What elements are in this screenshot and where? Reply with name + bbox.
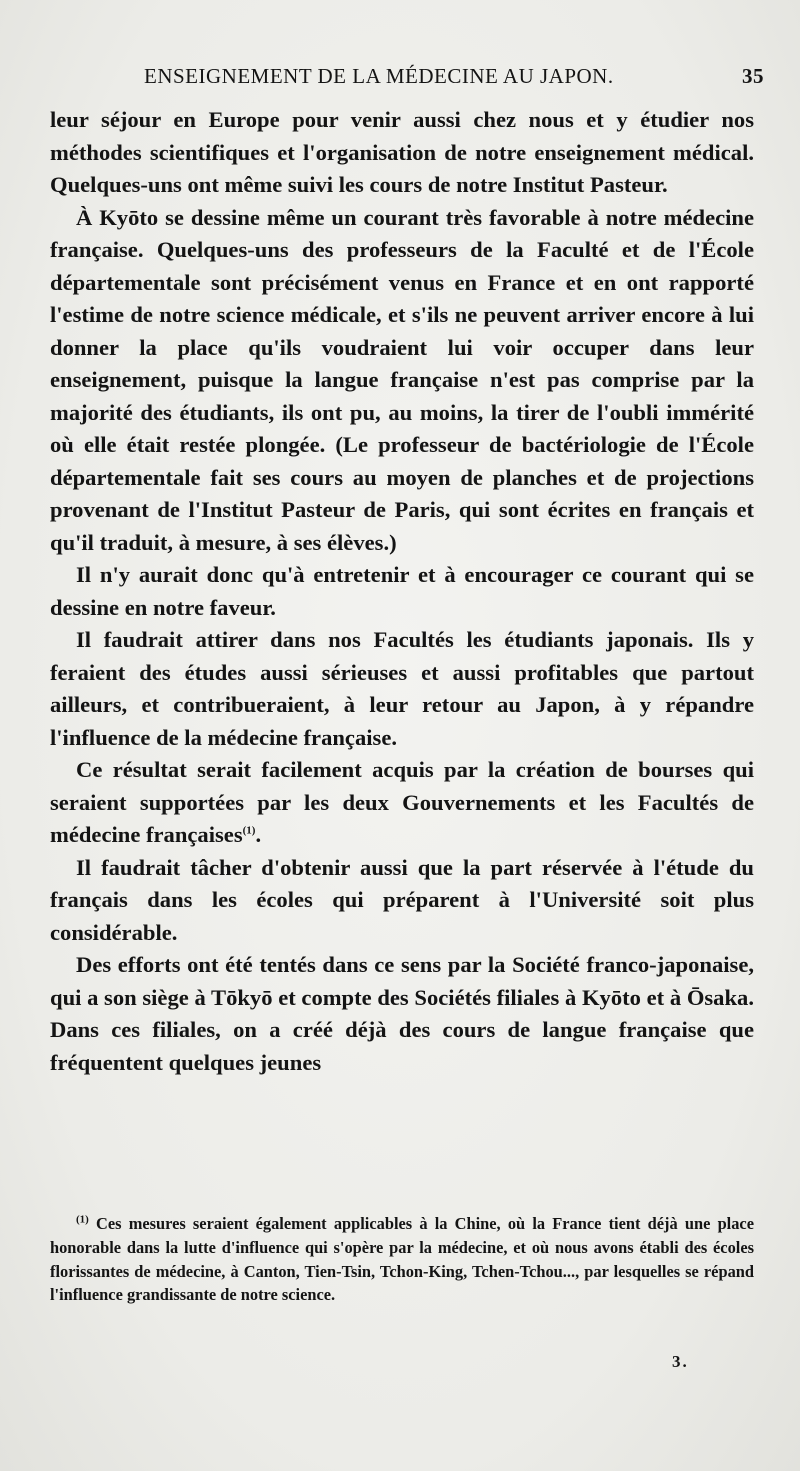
footnote-text: Ces mesures seraient également applicables à la Chine, où la France tient déjà une place honorable dans la lutte d'influence qui s'opère par la médecine, et où nous avons établi des écoles florissantes de médecine, à Canton, Tien-Tsin, Tchon-King, Tchen-Tchou..., par lesquelles se répand l'influence grandissante de notre science. (50, 1214, 754, 1305)
paragraph: Il n'y aurait donc qu'à entretenir et à encourager ce courant qui se dessine en notre faveur. (50, 562, 754, 620)
footnote (50, 1212, 754, 1307)
paragraph: leur séjour en Europe pour venir aussi chez nous et y étudier nos méthodes scientifiques et l'organisation de notre enseignement médical. Quelques-uns ont même suivi les cours de notre Institut Pasteur. (50, 107, 754, 197)
running-header (52, 64, 764, 94)
footnote-reference[interactable]: (1) (242, 824, 256, 837)
page-number: 35 (742, 64, 764, 88)
paragraph (50, 754, 754, 852)
signature-mark: 3. (672, 1352, 689, 1371)
paragraph: Il faudrait tâcher d'obtenir aussi que la part réservée à l'étude du français dans les écoles qui préparent à l'Université soit plus considérable. (50, 854, 754, 945)
footnote-marker: (1) (76, 1213, 89, 1226)
main-text (50, 104, 754, 1079)
footnote-area (50, 1212, 754, 1307)
paragraph: Il faudrait attirer dans nos Facultés les étudiants japonais. Ils y feraient des études aussi sérieuses et aussi profitables que partout ailleurs, et contribueraient, à leur retour au Japon, à y répandre l'influence de la médecine française. (50, 627, 754, 750)
paragraph: À Kyōto se dessine même un courant très favorable à notre médecine française. Quelques-uns des professeurs de la Faculté et de l'École départementale sont précisément venus en France et en ont rapporté l'estime de notre science médicale, et s'ils ne peuvent arriver encore à lui donner la place qu'ils voudraient lui voir occuper dans leur enseignement, puisque la langue française n'est pas comprise par la majorité des étudiants, ils ont pu, au moins, la tirer de l'oubli immérité où elle était restée plongée. (Le professeur de bactériologie de l'École départementale fait ses cours au moyen de planches et de projections provenant de l'Institut Pasteur de Paris, qui sont écrites en français et qu'il traduit, à mesure, à ses élèves.) (50, 204, 754, 555)
running-title: ENSEIGNEMENT DE LA MÉDECINE AU JAPON. (144, 64, 614, 88)
paragraph-end: . (255, 822, 262, 847)
paragraph: Des efforts ont été tentés dans ce sens par la Société franco-japonaise, qui a son siège à Tōkyō et compte des Sociétés filiales à Kyōto et à Ōsaka. Dans ces filiales, on a créé déjà des cours de langue française que fréquentent quelques jeunes (50, 952, 754, 1075)
paragraph-text: Ce résultat serait facilement acquis par la création de bourses qui seraient supportées par les deux Gouvernements et les Facultés de médecine françaises (50, 757, 754, 847)
